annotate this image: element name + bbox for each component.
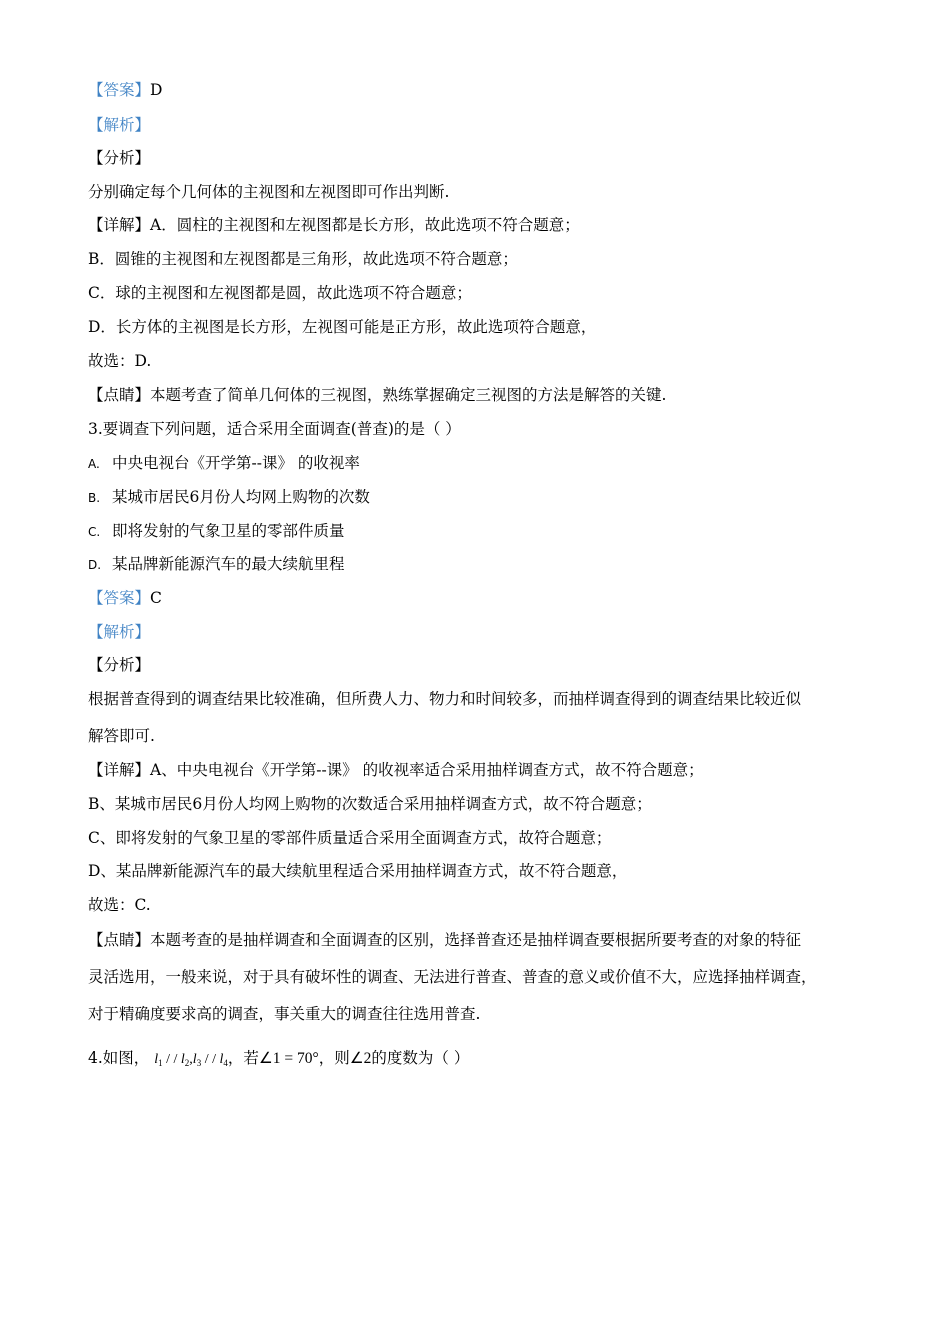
detail-a-text: A、中央电视台《开学第--课》 的收视率适合采用抽样调查方式，故不符合题意； — [150, 761, 704, 779]
q3-option-c — [88, 521, 345, 542]
answer-tag: 【答案】 — [88, 589, 151, 607]
q3-fenxi-line1: 根据普查得到的调查结果比较准确，但所费人力、物力和时间较多，而抽样调查得到的调查结果比较近似 — [88, 690, 802, 708]
option-text: 某品牌新能源汽车的最大续航里程 — [112, 555, 345, 573]
q4-angle1: ∠1 = 70° — [258, 1050, 319, 1067]
comment-tag: 【点睛】 — [88, 386, 151, 404]
q4-mid2: ，则 — [318, 1049, 350, 1067]
option-text: 中央电视台《开学第--课》 的收视率 — [112, 454, 360, 472]
answer-value: D — [150, 81, 163, 99]
q3-detail-a — [88, 760, 704, 780]
q3-comment-line2: 灵活选用，一般来说，对于具有破坏性的调查、无法进行普查、普查的意义或价值不大，应选择抽样调查， — [88, 968, 817, 986]
q3-choice: 故选：C. — [88, 896, 151, 914]
q3-detail-d: D、某品牌新能源汽车的最大续航里程适合采用抽样调查方式，故不符合题意， — [88, 862, 628, 880]
detail-tag: 【详解】 — [88, 761, 151, 779]
option-letter: C. — [88, 525, 101, 539]
q3-detail-b: B、某城市居民6月份人均网上购物的次数适合采用抽样调查方式，故不符合题意； — [88, 795, 652, 813]
comment-text: 本题考查了简单几何体的三视图，熟练掌握确定三视图的方法是解答的关键. — [150, 386, 667, 404]
option-text: 即将发射的气象卫星的零部件质量 — [112, 522, 345, 540]
q3-detail-c: C、即将发射的气象卫星的零部件质量适合采用全面调查方式，故符合题意； — [88, 829, 612, 847]
q2-fenxi-tag: 【分析】 — [88, 149, 151, 167]
q2-analysis-tag: 【解析】 — [88, 116, 151, 134]
q2-detail-c: C．球的主视图和左视图都是圆，故此选项不符合题意； — [88, 284, 472, 302]
q2-fenxi-text: 分别确定每个几何体的主视图和左视图即可作出判断. — [88, 183, 450, 201]
q2-comment — [88, 385, 666, 405]
q2-detail-d: D．长方体的主视图是长方形，左视图可能是正方形，故此选项符合题意， — [88, 318, 597, 336]
q2-choice: 故选：D. — [88, 352, 152, 370]
option-text: 某城市居民6月份人均网上购物的次数 — [112, 488, 370, 506]
q3-option-b — [88, 487, 370, 508]
q3-answer-line — [88, 588, 162, 608]
comment-tag: 【点睛】 — [88, 931, 151, 949]
q4-angle2: ∠2 — [349, 1050, 372, 1067]
option-letter: A. — [88, 457, 100, 471]
q4-prefix: 4.如图， — [88, 1049, 150, 1067]
q2-answer-line — [88, 80, 162, 100]
q4-parallel-lines: $l_1$ / / $l_2,l_3$ / / $l_4$ — [154, 1052, 228, 1068]
q2-detail-b: B．圆锥的主视图和左视图都是三角形，故此选项不符合题意； — [88, 250, 518, 268]
q3-fenxi-line2: 解答即可. — [88, 727, 155, 745]
q4-stem — [88, 1048, 469, 1073]
q3-stem: 3.要调查下列问题，适合采用全面调查(普查)的是（ ） — [88, 420, 461, 438]
q3-option-d — [88, 554, 345, 575]
detail-tag: 【详解】 — [88, 216, 151, 234]
q3-comment-line3: 对于精确度要求高的调查，事关重大的调查往往选用普查. — [88, 1005, 481, 1023]
q4-mid: ，若 — [227, 1049, 259, 1067]
q2-detail-a — [88, 215, 580, 235]
comment-line1-text: 本题考查的是抽样调查和全面调查的区别，选择普查还是抽样调查要根据所要考查的对象的特征 — [150, 931, 802, 949]
q4-suffix: 的度数为（ ） — [371, 1049, 470, 1067]
option-letter: D. — [88, 558, 102, 572]
q3-analysis-tag: 【解析】 — [88, 623, 151, 641]
q3-comment-line1 — [88, 930, 801, 950]
q3-fenxi-tag: 【分析】 — [88, 656, 151, 674]
q3-option-a — [88, 453, 360, 474]
option-letter: B. — [88, 491, 101, 505]
detail-a-text: A．圆柱的主视图和左视图都是长方形，故此选项不符合题意； — [150, 216, 580, 234]
answer-tag: 【答案】 — [88, 81, 151, 99]
answer-value: C — [150, 589, 162, 607]
